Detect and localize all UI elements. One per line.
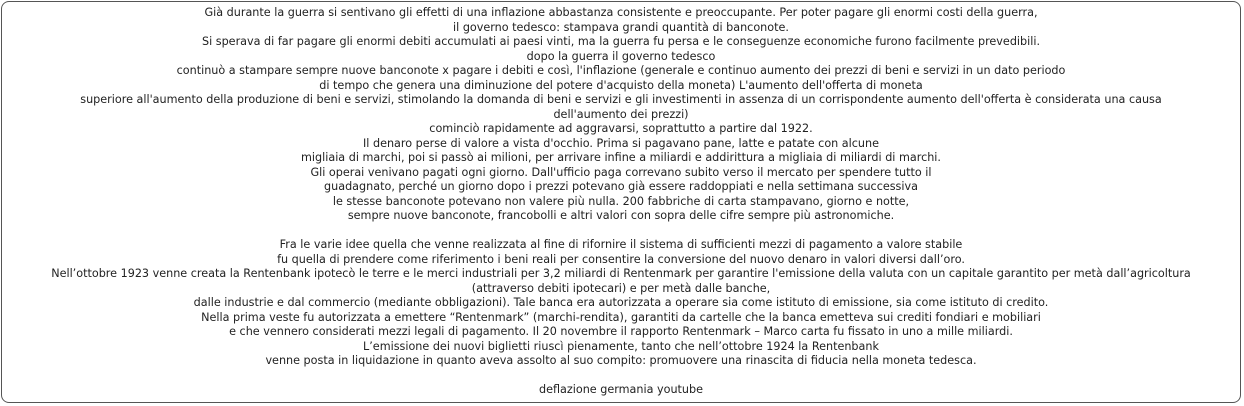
text-line: di tempo che genera una diminuzione del potere d'acquisto della moneta) L'aumento dell'offerta di moneta bbox=[319, 78, 923, 92]
text-line: fu quella di prendere come riferimento i beni reali per consentire la conversione del nuovo denaro in valori diversi dall’oro. bbox=[277, 252, 965, 266]
text-line: Il denaro perse di valore a vista d'occhio. Prima si pagavano pane, latte e patate con alcune bbox=[363, 136, 879, 150]
text-line: migliaia di marchi, poi si passò ai milioni, per arrivare infine a miliardi e addirittura a migliaia di miliardi di marchi. bbox=[301, 151, 941, 164]
text-line: sempre nuove banconote, francobolli e altri valori con sopra delle cifre sempre più astronomiche. bbox=[347, 209, 895, 222]
text-line: Gli operai venivano pagati ogni giorno. Dall'ufficio paga correvano subito verso il mercato per spendere tutto il bbox=[310, 165, 932, 179]
text-line: Si sperava di far pagare gli enormi debiti accumulati ai paesi vinti, ma la guerra fu persa e le conseguenze economiche furono facilmente prevedibili. bbox=[201, 35, 1041, 48]
paragraph-rentenbank bbox=[2, 238, 1240, 369]
text-line: e che vennero considerati mezzi legali di pagamento. Il 20 novembre il rapporto Rentenmark – Marco carta fu fissato in uno a mille miliardi. bbox=[229, 325, 1013, 338]
text-line: (attraverso debiti ipotecari) e per metà dalle banche, bbox=[471, 281, 771, 295]
text-line: Nella prima veste fu autorizzata a emettere “Rentenmark” (marchi-rendita), garantiti da cartelle che la banca emetteva sui crediti fondiari e mobiliari bbox=[201, 310, 1041, 324]
text-line: L’emissione dei nuovi biglietti riuscì pienamente, tanto che nell’ottobre 1924 la Rentenbank bbox=[363, 339, 879, 353]
text-line: venne posta in liquidazione in quanto aveva assolto al suo compito: promuovere una rinascita di fiducia nella moneta tedesca. bbox=[265, 354, 977, 367]
text-line: le stesse banconote potevano non valere più nulla. 200 fabbriche di carta stampavano, giorno e notte, bbox=[332, 194, 910, 208]
text-line: dalle industrie e dal commercio (mediante obbligazioni). Tale banca era autorizzata a operare sia come istituto di emissione, sia come istituto di credito. bbox=[193, 296, 1049, 309]
text-line: Già durante la guerra si sentivano gli effetti di una inflazione abbastanza consistente e preoccupante. Per poter pagare gli enormi costi della guerra, bbox=[204, 6, 1038, 19]
text-line: superiore all'aumento della produzione di beni e servizi, stimolando la domanda di beni e servizi e gli investimenti in assenza di un corrispondente aumento dell'offerta è considerata una causa bbox=[80, 93, 1162, 106]
text-line: Fra le varie idee quella che venne realizzata al fine di rifornire il sistema di sufficienti mezzi di pagamento a valore stabile bbox=[279, 238, 963, 251]
paragraph-spacer bbox=[2, 224, 1240, 239]
text-line: Nell’ottobre 1923 venne creata la Rentenbank ipotecò le terre e le merci industriali per 3,2 miliardi di Rentenmark per garantire l'emissione della valuta con un capitale garantito per metà dall’agricoltura bbox=[51, 267, 1191, 280]
text-line: dell'aumento dei prezzi) bbox=[553, 107, 689, 121]
text-line: continuò a stampare sempre nuove banconote x pagare i debiti e così, l'inflazione (generale e continuo aumento dei prezzi di beni e servizi in un dato periodo bbox=[176, 64, 1066, 77]
text-line: guadagnato, perché un giorno dopo i prezzi potevano già essere raddoppiati e nella settimana successiva bbox=[324, 180, 918, 193]
text-line: il governo tedesco: stampava grandi quantità di banconote. bbox=[453, 20, 789, 34]
footer-caption: deflazione germania youtube bbox=[538, 383, 703, 396]
paragraph-inflation bbox=[2, 6, 1240, 224]
paragraph-spacer bbox=[2, 369, 1240, 384]
text-line: dopo la guerra il governo tedesco bbox=[526, 49, 716, 63]
text-box bbox=[1, 1, 1241, 403]
text-line: cominciò rapidamente ad aggravarsi, soprattutto a partire dal 1922. bbox=[429, 122, 813, 135]
